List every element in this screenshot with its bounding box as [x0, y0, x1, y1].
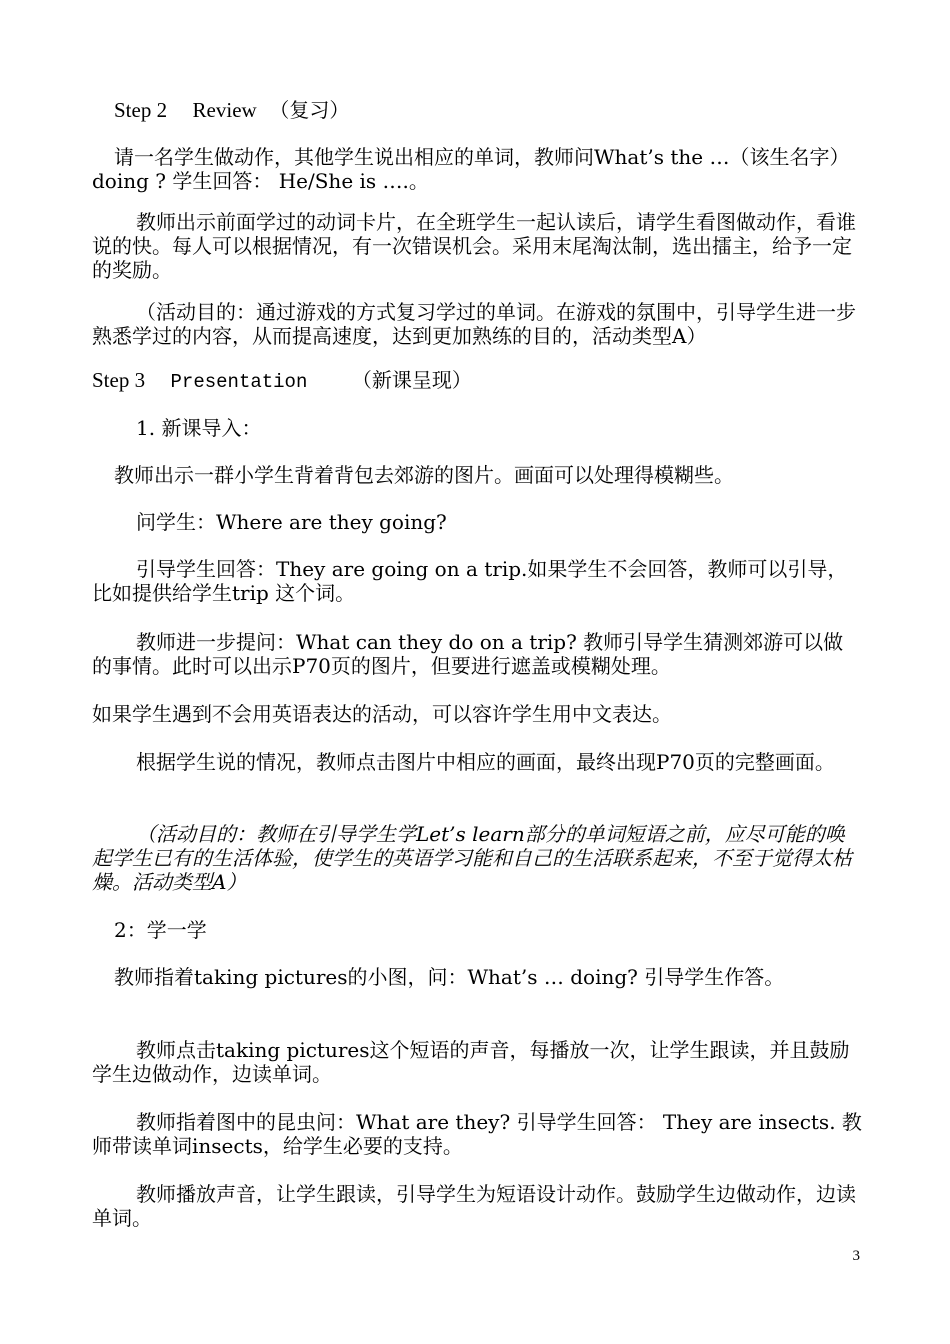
step3-note: （新课呈现） — [351, 368, 472, 392]
intro-purpose: （活动目的：教师在引导学生学Let’s learn部分的单词短语之前，应尽可能的唤起学生已有的生活体验，使学生的英语学习能和自己的生活联系起来，不至于觉得太枯燥。活动类型A） — [92, 822, 852, 894]
review-paragraph-1: 请一名学生做动作，其他学生说出相应的单词，教师问What’s the …（该生名字）doing ? 学生回答： He/She is ….。 — [92, 145, 850, 193]
learn-paragraph-2: 教师点击taking pictures这个短语的声音，每播放一次，让学生跟读，并且鼓励学生边做动作，边读单词。 — [92, 1038, 850, 1086]
review-purpose: （活动目的：通过游戏的方式复习学过的单词。在游戏的氛围中，引导学生进一步熟悉学过的内容，从而提高速度，达到更加熟练的目的，活动类型A） — [92, 300, 856, 348]
intro-paragraph-5: 如果学生遇到不会用英语表达的活动，可以容许学生用中文表达。 — [92, 702, 672, 726]
intro-paragraph-6: 根据学生说的情况，教师点击图片中相应的画面，最终出现P70页的完整画面。 — [136, 750, 835, 774]
intro-paragraph-1: 教师出示一群小学生背着背包去郊游的图片。画面可以处理得模糊些。 — [114, 463, 734, 487]
learn-paragraph-3: 教师指着图中的昆虫问：What are they? 引导学生回答： They are insects. 教师带读单词insects，给学生必要的支持。 — [92, 1110, 862, 1158]
step3-label: Step 3 — [92, 368, 146, 392]
step3-heading — [92, 368, 862, 394]
intro-paragraph-3: 引导学生回答：They are going on a trip.如果学生不会回答，教师可以引导，比如提供给学生trip 这个词。 — [92, 557, 848, 605]
intro-paragraph-2: 问学生：Where are they going? — [136, 510, 447, 534]
subheading-learn: 2：学一学 — [114, 918, 207, 942]
subheading-new-lesson: 1. 新课导入： — [136, 416, 262, 440]
learn-paragraph-4: 教师播放声音，让学生跟读，引导学生为短语设计动作。鼓励学生边做动作，边读单词。 — [92, 1182, 856, 1230]
learn-paragraph-1: 教师指着taking pictures的小图，问：What’s … doing? 引导学生作答。 — [114, 965, 785, 989]
step2-label: Step 2 — [114, 98, 168, 122]
page-number: 3 — [852, 1248, 860, 1264]
step2-note: （复习） — [269, 98, 350, 122]
step2-heading — [92, 98, 862, 122]
step3-title: Presentation — [170, 371, 308, 393]
step2-title: Review — [192, 98, 257, 122]
intro-paragraph-4: 教师进一步提问：What can they do on a trip? 教师引导学生猜测郊游可以做的事情。此时可以出示P70页的图片，但要进行遮盖或模糊处理。 — [92, 630, 844, 678]
review-paragraph-2: 教师出示前面学过的动词卡片，在全班学生一起认读后，请学生看图做动作，看谁说的快。每人可以根据情况，有一次错误机会。采用末尾淘汰制，选出擂主，给予一定的奖励。 — [92, 210, 856, 282]
